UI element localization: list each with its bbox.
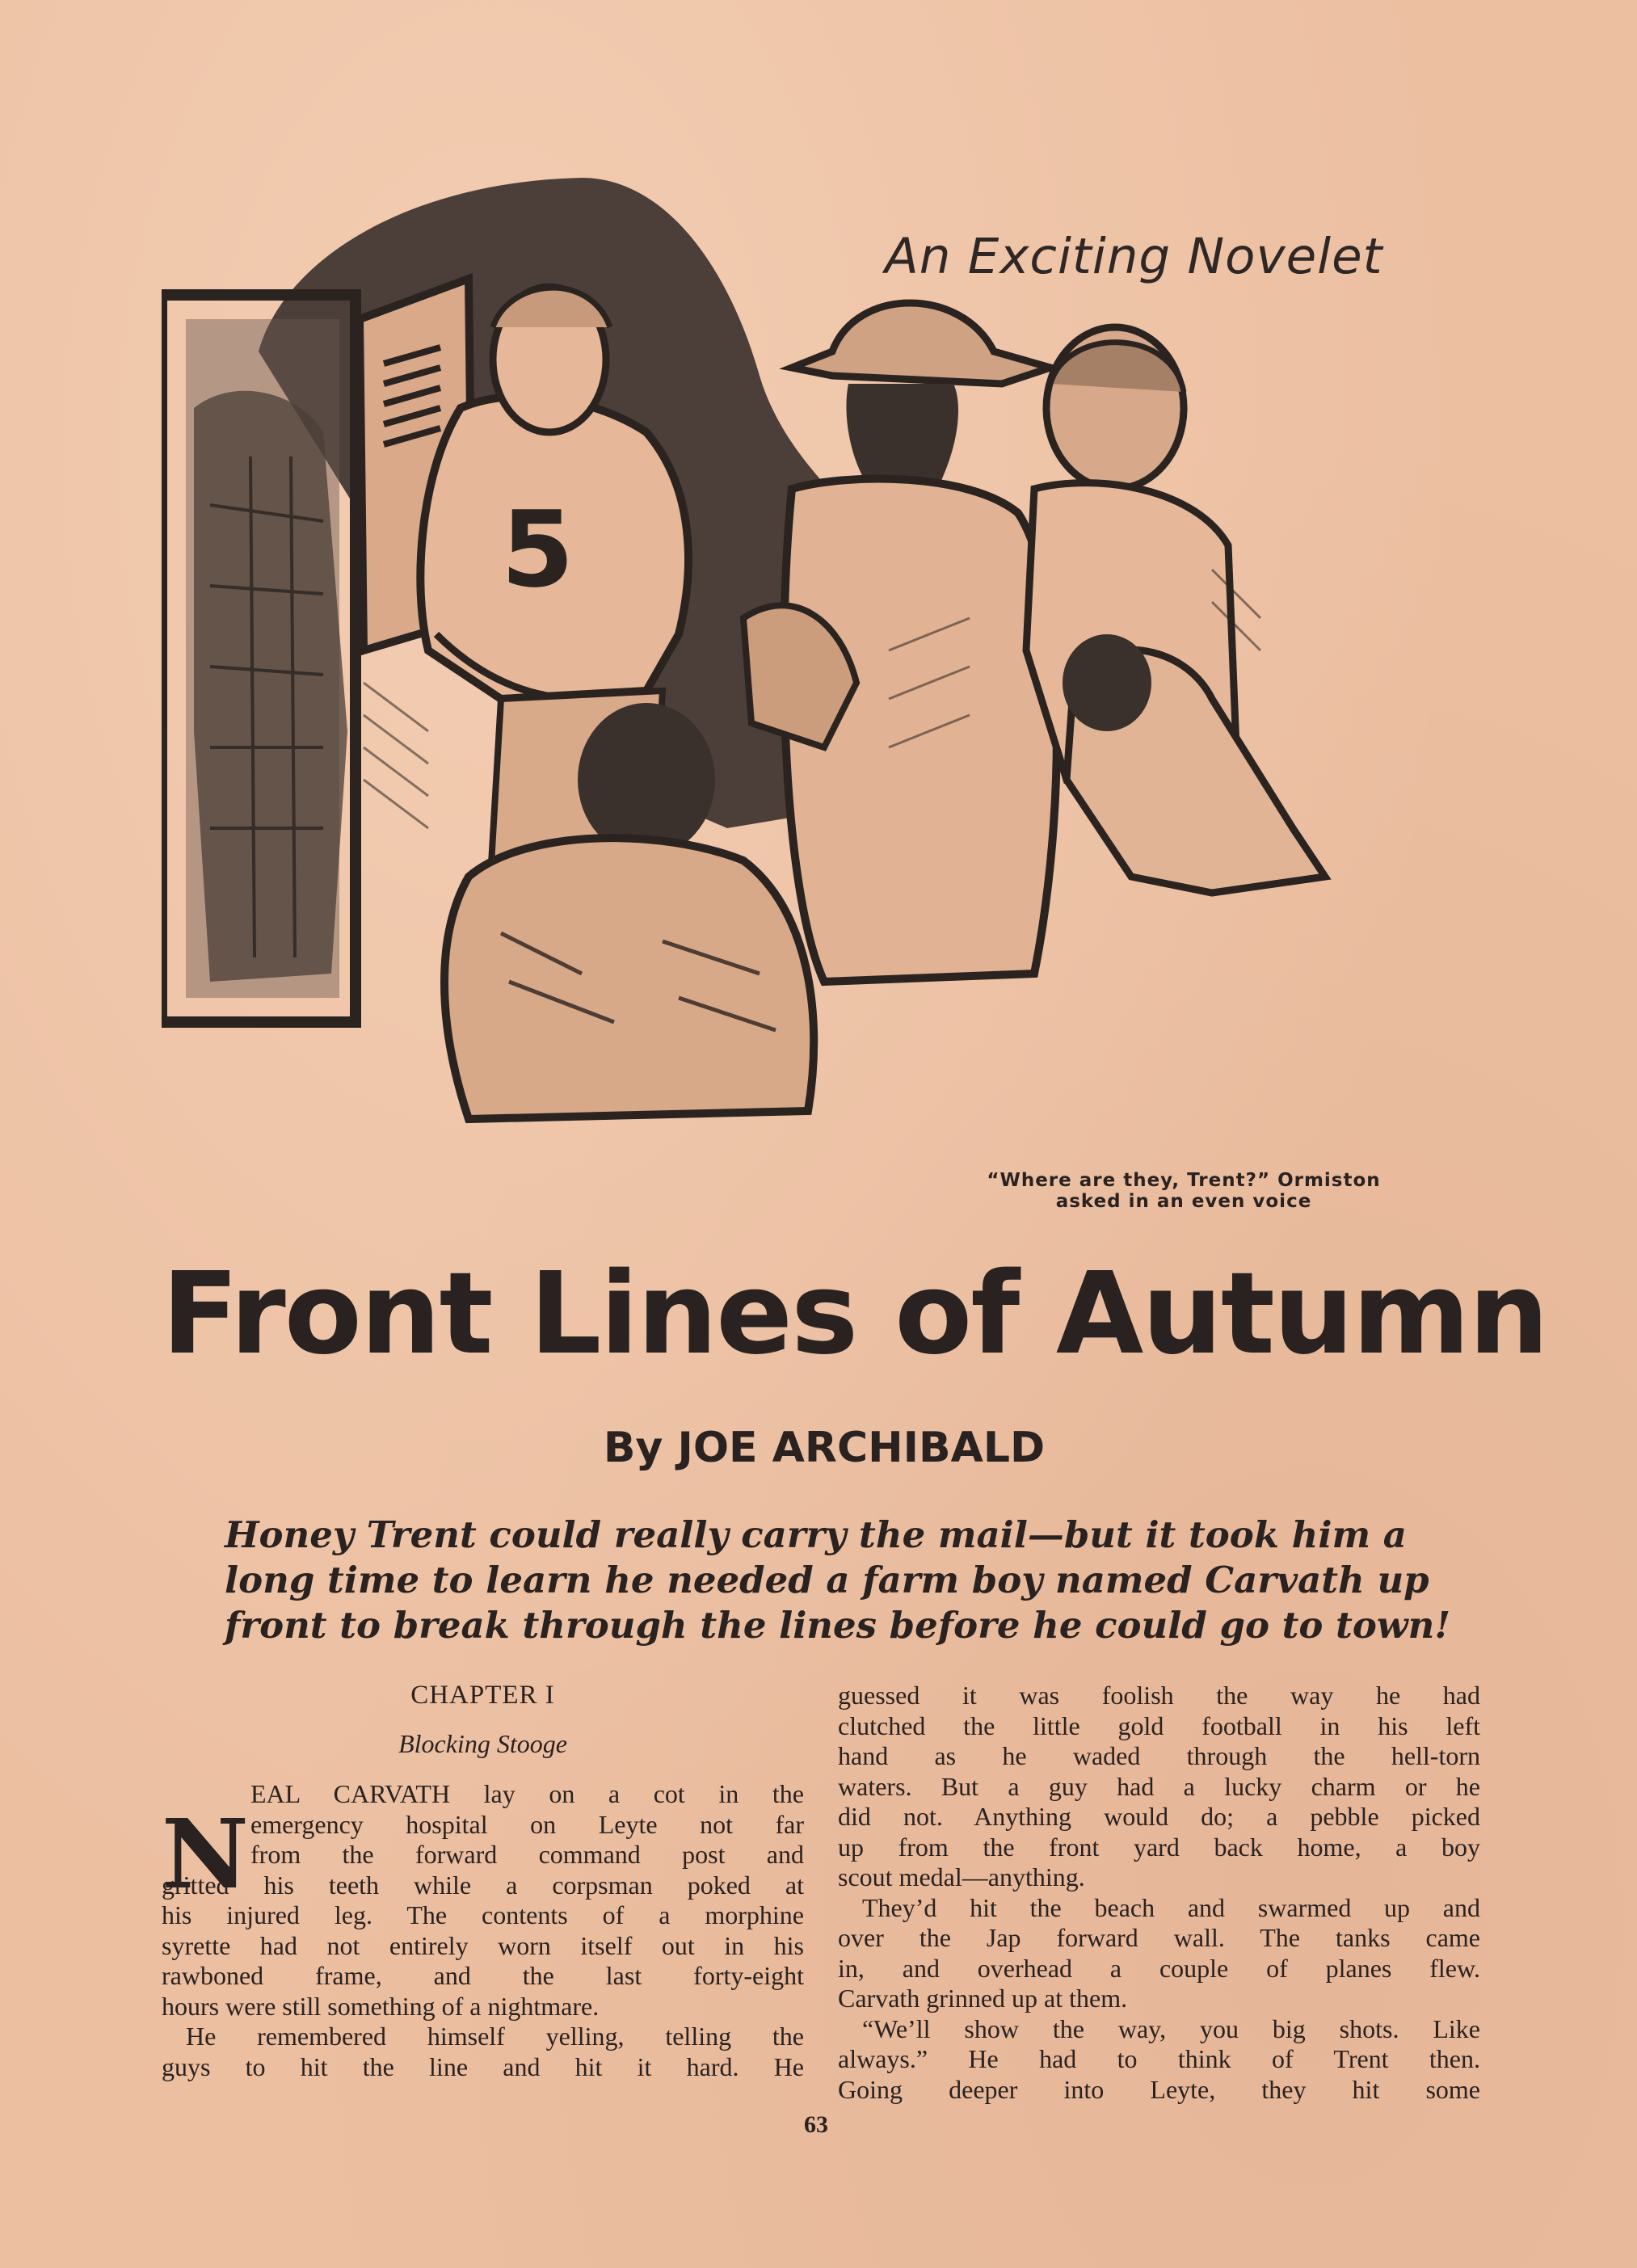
text-line: did not. Anything would do; a pebble picked — [838, 1802, 1480, 1831]
text-line: gritted his teeth while a corpsman poked at — [162, 1870, 804, 1900]
caption-line: “Where are they, Trent?” Ormiston — [987, 1170, 1381, 1191]
text-line: from the forward command post and — [250, 1840, 804, 1869]
left-column — [162, 1681, 804, 2082]
text-line: syrette had not entirely worn itself out in his — [162, 1930, 804, 1960]
text-line: up from the front yard back home, a boy — [838, 1832, 1480, 1862]
text-line: He remembered himself yelling, telling the — [186, 2022, 804, 2051]
text-line: rawboned frame, and the last forty-eight — [162, 1961, 804, 1990]
text-line: EAL CARVATH lay on a cot in the — [250, 1779, 804, 1808]
text-line: guessed it was foolish the way he had — [838, 1681, 1480, 1710]
text-line: Carvath grinned up at them. — [838, 1984, 1128, 2013]
chapter-heading: CHAPTER I — [410, 1681, 555, 1710]
text-line: hand as he waded through the hell-torn — [838, 1741, 1480, 1770]
text-line: hours were still something of a nightmare. — [162, 1991, 600, 2021]
illustration-caption — [957, 1170, 1410, 1212]
text-line: Going deeper into Leyte, they hit some — [838, 2074, 1480, 2104]
text-line: emergency hospital on Leyte not far — [250, 1809, 804, 1839]
text-line: clutched the little gold football in his left — [838, 1710, 1480, 1740]
text-line: “We’ll show the way, you big shots. Like — [862, 2013, 1480, 2043]
text-line: over the Jap forward wall. The tanks came — [838, 1923, 1480, 1952]
deck-line: long time to learn he needed a farm boy named Carvath up — [225, 1559, 1429, 1601]
jersey-number: 5 — [501, 488, 574, 611]
text-line: waters. But a guy had a lucky charm or he — [838, 1771, 1480, 1801]
right-column — [838, 1681, 1480, 2105]
page-number: 63 — [804, 2111, 828, 2138]
story-tagline: An Exciting Novelet — [885, 228, 1383, 285]
text-line: They’d hit the beach and swarmed up and — [862, 1892, 1480, 1922]
story-title: Front Lines of Autumn — [162, 1248, 1548, 1380]
drop-cap: N — [162, 1798, 249, 1910]
text-line: in, and overhead a couple of planes flew. — [838, 1953, 1480, 1983]
deck-line: Honey Trent could really carry the mail—but it took him a — [225, 1513, 1407, 1556]
text-line: his injured leg. The contents of a morphine — [162, 1900, 804, 1929]
byline: By JOE ARCHIBALD — [603, 1424, 1046, 1472]
text-line: scout medal—anything. — [838, 1862, 1085, 1891]
story-deck — [225, 1513, 1453, 1648]
story-illustration — [162, 166, 1487, 1184]
text-line: guys to hit the line and hit it hard. He — [162, 2051, 804, 2081]
chapter-title: Blocking Stooge — [398, 1729, 567, 1758]
deck-line: front to break through the lines before he could go to town! — [225, 1604, 1451, 1647]
caption-line: asked in an even voice — [1055, 1191, 1312, 1212]
text-line: always.” He had to think of Trent then. — [838, 2044, 1480, 2073]
